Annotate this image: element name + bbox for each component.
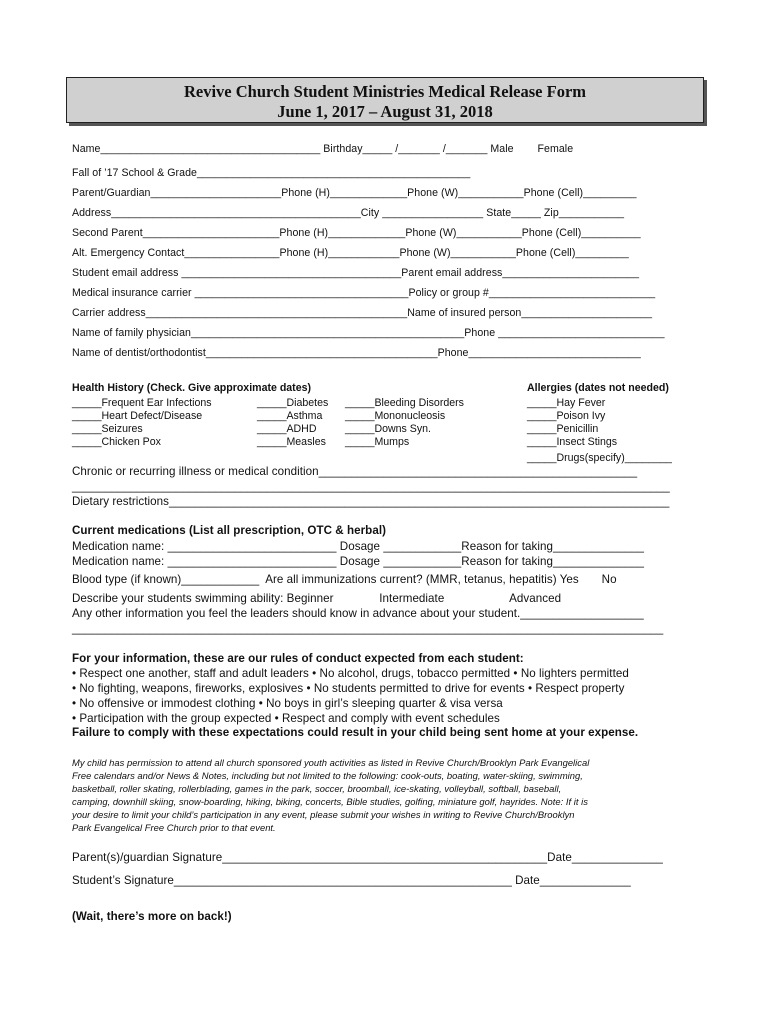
conduct-rule: • No offensive or immodest clothing • No boys in girl’s sleeping quarter & visa versa — [72, 697, 503, 710]
health-item-ear-infections[interactable]: _____Frequent Ear Infections — [72, 397, 212, 409]
health-item-bleeding-disorders[interactable]: _____Bleeding Disorders — [345, 397, 464, 409]
medication-field-2[interactable]: Medication name: __________________________ Dosage ____________Reason for taking______________ — [72, 555, 644, 568]
allergy-item-poison-ivy[interactable]: _____Poison Ivy — [527, 410, 606, 422]
permission-statement — [72, 756, 700, 835]
parent-signature-field[interactable]: Parent(s)/guardian Signature__________________________________________________Date______________ — [72, 851, 663, 864]
permission-line: My child has permission to attend all church sponsored youth activities as listed in Revive Church/Brooklyn Park Evangelical — [72, 757, 590, 768]
health-item-seizures[interactable]: _____Seizures — [72, 423, 143, 435]
allergies-heading: Allergies (dates not needed) — [527, 382, 669, 394]
allergy-item-penicillin[interactable]: _____Penicillin — [527, 423, 599, 435]
permission-line: camping, downhill skiing, snow-boarding, hiking, biking, concerts, Bible studies, golfing, miniature golf, hayrides. Note: If it is — [72, 796, 588, 808]
health-item-diabetes[interactable]: _____Diabetes — [257, 397, 329, 409]
conduct-heading: For your information, these are our rules of conduct expected from each student: — [72, 652, 524, 665]
health-item-mumps[interactable]: _____Mumps — [345, 436, 410, 448]
allergy-item-insect-stings[interactable]: _____Insect Stings — [527, 436, 618, 448]
swimming-ability-field[interactable]: Describe your students swimming ability: Beginner Intermediate Advanced — [72, 592, 562, 605]
second-parent-field[interactable]: Second Parent_______________________Phone (H)_____________Phone (W)___________Phone (Cell)__________ — [72, 227, 641, 239]
health-item-measles[interactable]: _____Measles — [257, 436, 326, 448]
more-on-back-note: (Wait, there’s more on back!) — [72, 910, 232, 923]
dentist-field[interactable]: Name of dentist/orthodontist_______________________________________Phone_____________________________ — [72, 347, 641, 359]
health-history-heading: Health History (Check. Give approximate dates) — [72, 382, 312, 394]
medication-field-1[interactable]: Medication name: __________________________ Dosage ____________Reason for taking______________ — [72, 540, 644, 553]
health-item-downs-syndrome[interactable]: _____Downs Syn. — [345, 423, 431, 435]
name-birthday-gender-field[interactable]: Name_____________________________________ Birthday_____ /_______ /_______ Male Female — [72, 143, 574, 155]
form-title-box — [66, 77, 704, 123]
address-field[interactable]: Address__________________________________________City _________________ State_____ Zip___________ — [72, 207, 625, 219]
other-information-field[interactable]: Any other information you feel the leaders should know in advance about your student.___________________ — [72, 607, 644, 620]
conduct-rule: • Participation with the group expected • Respect and comply with event schedules — [72, 712, 500, 725]
form-title: Revive Church Student Ministries Medical Release Form — [183, 82, 587, 101]
health-item-chicken-pox[interactable]: _____Chicken Pox — [72, 436, 161, 448]
email-field[interactable]: Student email address _____________________________________Parent email address_______________________ — [72, 267, 640, 279]
insurance-carrier-field[interactable]: Medical insurance carrier ____________________________________Policy or group #____________________________ — [72, 287, 656, 299]
other-information-continued[interactable]: ___________________________________________________________________________________________ — [72, 622, 664, 635]
medications-heading: Current medications (List all prescription, OTC & herbal) — [72, 524, 386, 537]
permission-line: your desire to limit your child’s participation in any event, please submit your wishes in writing to Revive Church/Brooklyn — [72, 809, 575, 821]
carrier-address-field[interactable]: Carrier address____________________________________________Name of insured person______________________ — [72, 307, 653, 319]
blood-type-immunization-field[interactable]: Blood type (if known)____________ Are all immunizations current? (MMR, tetanus, hepatitis) Yes No — [72, 573, 617, 586]
health-item-asthma[interactable]: _____Asthma — [257, 410, 323, 422]
health-item-heart-defect[interactable]: _____Heart Defect/Disease — [72, 410, 203, 422]
permission-line: Free calendars and/or News & Notes, including but not limited to the following: cook-outs, boating, water-skiing, swimming, — [72, 770, 583, 782]
permission-line: Park Evangelical Free Church prior to that event. — [72, 822, 276, 834]
conduct-rule: • Respect one another, staff and adult leaders • No alcohol, drugs, tobacco permitted • No lighters permitted — [72, 667, 629, 680]
allergy-item-hay-fever[interactable]: _____Hay Fever — [527, 397, 606, 409]
form-date-range: June 1, 2017 – August 31, 2018 — [277, 102, 493, 121]
chronic-illness-field[interactable]: Chronic or recurring illness or medical condition_________________________________________________ — [72, 465, 638, 478]
parent-guardian-field[interactable]: Parent/Guardian______________________Phone (H)_____________Phone (W)___________Phone (Cell)_________ — [72, 187, 637, 199]
conduct-rule: • No fighting, weapons, fireworks, explosives • No students permitted to drive for events • Respect property — [72, 682, 625, 695]
permission-line: basketball, roller skating, rollerblading, games in the park, soccer, broomball, ice-skating, volleyball, softball, baseball, — [72, 783, 562, 795]
health-item-adhd[interactable]: _____ADHD — [257, 423, 317, 435]
dietary-restrictions-field[interactable]: Dietary restrictions_____________________________________________________________________________ — [72, 495, 670, 508]
emergency-contact-field[interactable]: Alt. Emergency Contact________________Phone (H)____________Phone (W)___________Phone (Cell)_________ — [72, 247, 629, 259]
student-signature-field[interactable]: Student’s Signature____________________________________________________ Date______________ — [72, 874, 631, 887]
family-physician-field[interactable]: Name of family physician______________________________________________Phone ____________________________ — [72, 327, 665, 339]
school-grade-field[interactable]: Fall of ’17 School & Grade______________________________________________ — [72, 167, 471, 179]
allergy-item-drugs[interactable]: _____Drugs(specify)________ — [527, 452, 672, 464]
failure-warning: Failure to comply with these expectations could result in your child being sent home at your expense. — [72, 726, 639, 739]
chronic-illness-continued[interactable]: ____________________________________________________________________________________________ — [72, 480, 670, 493]
health-item-mononucleosis[interactable]: _____Mononucleosis — [345, 410, 446, 422]
